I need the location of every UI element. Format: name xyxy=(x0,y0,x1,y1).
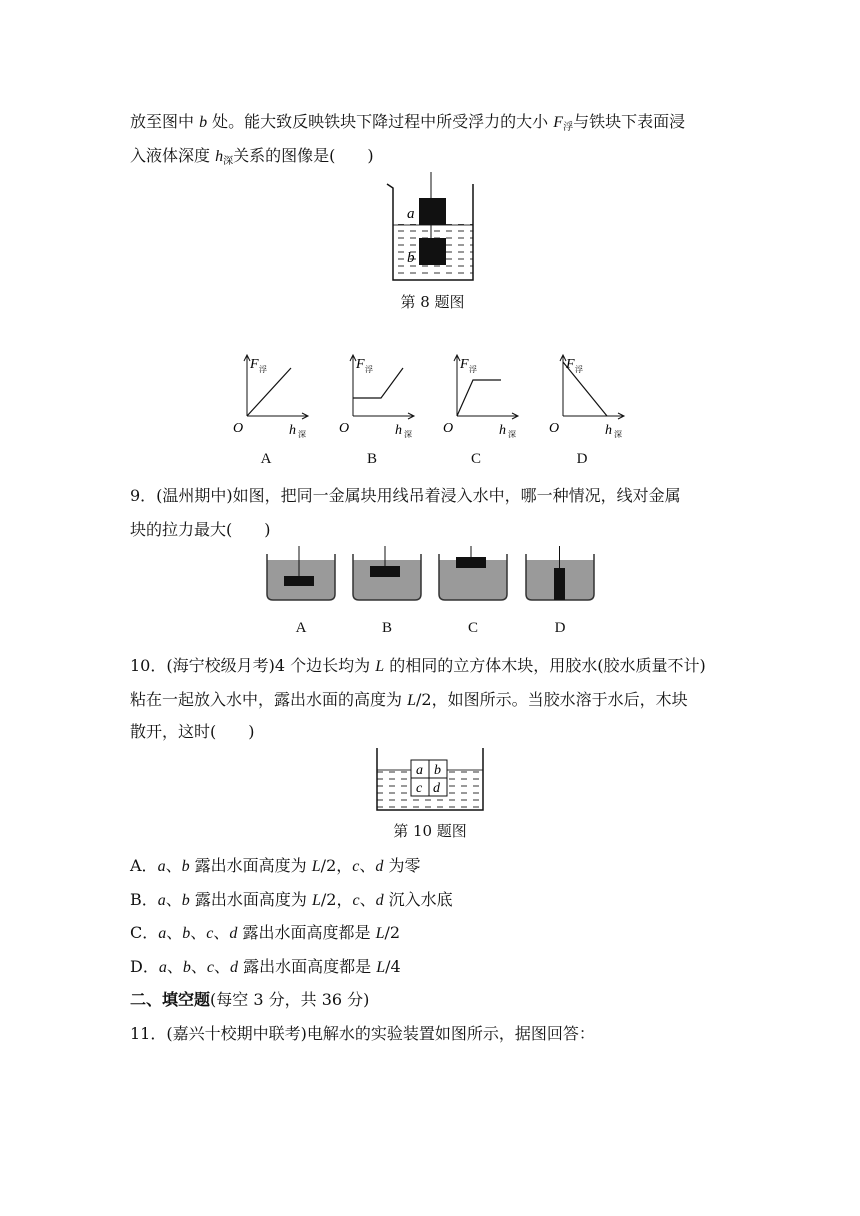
choice-text: L xyxy=(376,959,386,976)
option-label-A: A xyxy=(260,451,272,467)
text: 关系的图像是( ) xyxy=(233,146,374,165)
q8-figure-caption: 第 8 题图 xyxy=(400,293,465,311)
choice-text: /2， xyxy=(320,856,353,875)
block-b: b xyxy=(434,763,441,778)
choice-text: d xyxy=(230,959,238,976)
choice-B xyxy=(130,889,453,912)
label-a: a xyxy=(407,206,415,222)
text-italic: L xyxy=(375,658,385,675)
section2-heading xyxy=(130,989,369,1011)
choice-text: 沉入水底 xyxy=(383,890,453,909)
graph-option-D xyxy=(549,352,629,438)
choice-text: b xyxy=(181,858,190,875)
option-label-B: B xyxy=(366,451,377,467)
graph-option-A xyxy=(233,352,313,438)
choice-text: 露出水面高度为 xyxy=(189,890,312,909)
choice-text: 露出水面高度都是 xyxy=(237,923,376,942)
choice-label: D． xyxy=(130,957,159,976)
x-axis-label: h xyxy=(395,423,402,438)
y-axis-label: F xyxy=(566,357,575,372)
y-axis-subscript: 浮 xyxy=(259,365,267,374)
choice-text: 、 xyxy=(166,957,183,976)
option-label-D: D xyxy=(576,451,588,467)
choice-text: c xyxy=(206,959,214,976)
option-label-C: C xyxy=(470,451,481,467)
choice-text: 、 xyxy=(190,957,207,976)
text-italic: h xyxy=(215,148,224,165)
choice-text: a xyxy=(158,925,167,942)
block-a: a xyxy=(416,763,423,778)
graph-option-C xyxy=(443,352,523,438)
x-axis-subscript: 深 xyxy=(508,430,516,439)
choice-C xyxy=(130,922,400,945)
origin-label: O xyxy=(339,421,350,436)
block-c: c xyxy=(416,781,423,796)
choice-text: a xyxy=(157,892,166,909)
tank-option-C xyxy=(438,554,508,604)
choice-text: d xyxy=(375,892,384,909)
option-label-D: D xyxy=(554,620,566,636)
q10-text-line3: 散开，这时( ) xyxy=(130,722,255,741)
origin-label: O xyxy=(549,421,560,436)
choice-text: L xyxy=(311,858,321,875)
text: 10．(海宁校级月考)4 个边长均为 xyxy=(130,656,376,675)
x-axis-label: h xyxy=(289,423,296,438)
tank-option-B xyxy=(352,554,422,604)
q8-text-line1 xyxy=(130,111,685,136)
choice-text: d xyxy=(229,925,238,942)
x-axis-label: h xyxy=(605,423,612,438)
q10-text-line2 xyxy=(130,689,688,712)
y-axis-subscript: 浮 xyxy=(575,365,583,374)
choice-text: b xyxy=(182,959,191,976)
origin-label: O xyxy=(233,421,244,436)
choice-label: B． xyxy=(130,890,158,909)
choice-text: c xyxy=(206,925,214,942)
option-label-A: A xyxy=(295,620,307,636)
option-label-B: B xyxy=(381,620,392,636)
origin-label: O xyxy=(443,421,454,436)
subscript: 浮 xyxy=(563,122,574,133)
choice-text: c xyxy=(352,892,360,909)
choice-text: /2， xyxy=(320,890,353,909)
y-axis-label: F xyxy=(250,357,259,372)
section-title: 二、填空题 xyxy=(130,990,211,1009)
tank-option-D xyxy=(525,554,595,604)
choice-text: d xyxy=(375,858,384,875)
q10-figure-caption: 第 10 题图 xyxy=(393,822,467,840)
option-label-C: C xyxy=(467,620,478,636)
choice-text: 、 xyxy=(213,923,230,942)
text: 入液体深度 xyxy=(130,146,216,165)
choice-text: 、 xyxy=(165,856,182,875)
choice-text: L xyxy=(375,925,385,942)
choice-text: L xyxy=(311,892,321,909)
text: 粘在一起放入水中，露出水面的高度为 xyxy=(130,690,408,709)
choice-text: 露出水面高度为 xyxy=(189,856,312,875)
y-axis-label: F xyxy=(356,357,365,372)
text-italic: b xyxy=(199,114,208,131)
choice-text: 、 xyxy=(359,856,376,875)
choice-text: a xyxy=(157,858,166,875)
y-axis-subscript: 浮 xyxy=(469,365,477,374)
choice-text: /4 xyxy=(385,957,401,976)
choice-text: 、 xyxy=(213,957,230,976)
text-italic: F xyxy=(553,114,564,131)
subscript: 深 xyxy=(223,156,234,167)
q8-beaker-figure xyxy=(385,172,480,284)
x-axis-subscript: 深 xyxy=(614,430,622,439)
choice-text: 、 xyxy=(165,890,182,909)
choice-D xyxy=(130,956,401,979)
choice-text: 、 xyxy=(190,923,207,942)
text: 处。能大致反映铁块下降过程中所受浮力的大小 xyxy=(207,112,554,131)
choice-text: b xyxy=(182,925,191,942)
choice-text: /2 xyxy=(384,923,401,942)
graph-option-B xyxy=(339,352,419,438)
section-note: (每空 3 分，共 36 分) xyxy=(210,990,370,1009)
text: 的相同的立方体木块，用胶水(胶水质量不计) xyxy=(384,656,706,675)
choice-text: c xyxy=(352,858,360,875)
choice-label: A． xyxy=(130,856,158,875)
choice-A xyxy=(130,855,420,878)
y-axis-subscript: 浮 xyxy=(365,365,373,374)
q8-text-line2 xyxy=(130,145,374,170)
x-axis-label: h xyxy=(499,423,506,438)
q11-text: 11．(嘉兴十校期中联考)电解水的实验装置如图所示，据图回答： xyxy=(130,1024,595,1043)
choice-text: 为零 xyxy=(383,856,421,875)
choice-text: 、 xyxy=(166,923,183,942)
q10-text-line1 xyxy=(130,655,706,678)
text: 放至图中 xyxy=(130,112,200,131)
x-axis-subscript: 深 xyxy=(298,430,306,439)
x-axis-subscript: 深 xyxy=(404,430,412,439)
choice-text: b xyxy=(181,892,190,909)
choice-text: 露出水面高度都是 xyxy=(238,957,377,976)
tank-option-A xyxy=(266,554,336,604)
q9-text-line2: 块的拉力最大( ) xyxy=(130,520,271,539)
text: /2，如图所示。当胶水溶于水后，木块 xyxy=(416,690,688,709)
block-d: d xyxy=(433,781,440,796)
q9-text-line1: 9．(温州期中)如图，把同一金属块用线吊着浸入水中，哪一种情况，线对金属 xyxy=(130,486,681,505)
label-b: b xyxy=(407,250,415,266)
q10-blocks-figure xyxy=(376,748,484,810)
y-axis-label: F xyxy=(460,357,469,372)
choice-label: C． xyxy=(130,923,159,942)
choice-text: 、 xyxy=(359,890,376,909)
choice-text: a xyxy=(158,959,167,976)
text-italic: L xyxy=(407,692,416,709)
text: 与铁块下表面浸 xyxy=(573,112,686,131)
